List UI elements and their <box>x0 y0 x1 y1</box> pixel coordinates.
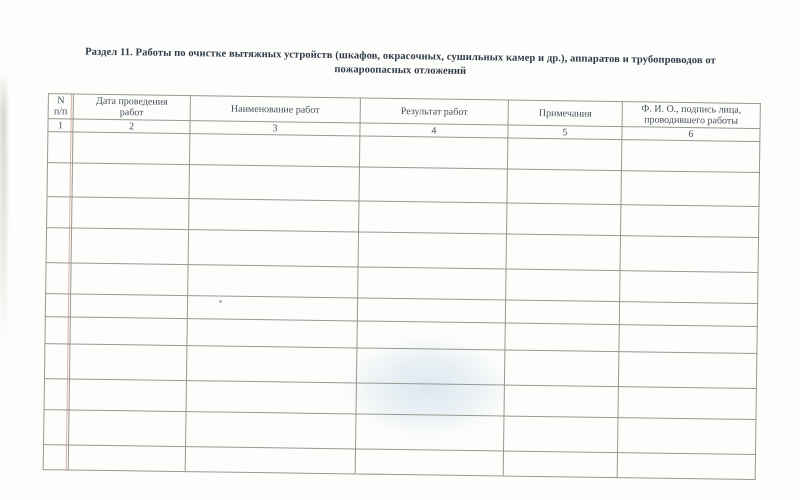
column-header-date: Дата проведения работ <box>73 94 190 121</box>
section-title-line-1: Раздел 11. Работы по очистке вытяжных устройств (шкафов, окрасочных, сушильных камер и др.), аппаратов и трубопроводов от <box>85 46 716 67</box>
empty-cell <box>189 134 359 167</box>
empty-cell <box>356 383 504 416</box>
empty-cell <box>358 232 506 269</box>
empty-cell <box>68 445 185 472</box>
empty-cell <box>621 140 759 173</box>
empty-cell <box>356 348 504 385</box>
column-number-5: 5 <box>508 125 622 140</box>
empty-cell <box>71 228 188 265</box>
column-header-notes: Примечания <box>508 100 622 127</box>
empty-cell <box>358 267 506 300</box>
empty-cell <box>187 319 357 348</box>
empty-cell <box>70 317 187 346</box>
scan-speck <box>219 300 222 303</box>
empty-cell <box>71 263 188 296</box>
empty-cell <box>185 447 355 474</box>
empty-cell <box>189 165 359 201</box>
column-header-npp: N п/п <box>48 94 73 119</box>
empty-cell <box>620 236 758 273</box>
empty-cell <box>621 171 759 207</box>
empty-cell <box>619 302 757 327</box>
section-title-line-2: пожароопасных отложений <box>334 64 467 77</box>
empty-cell <box>189 199 359 232</box>
empty-cell <box>72 132 189 165</box>
empty-cell <box>72 163 189 199</box>
empty-cell <box>618 387 756 420</box>
empty-cell <box>186 381 356 414</box>
empty-cell <box>72 197 189 230</box>
empty-cell <box>504 350 618 387</box>
empty-cell <box>359 136 507 169</box>
empty-cell <box>620 271 758 304</box>
column-header-result: Результат работ <box>360 98 508 125</box>
empty-cell <box>505 300 619 325</box>
empty-cell <box>355 449 503 476</box>
empty-cell <box>503 451 617 478</box>
empty-cell <box>617 453 755 480</box>
empty-cell <box>617 418 755 455</box>
empty-cell <box>506 269 620 302</box>
column-number-3: 3 <box>190 121 360 136</box>
empty-cell <box>621 205 759 238</box>
empty-cell <box>188 230 358 267</box>
table-body <box>43 132 760 480</box>
empty-cell <box>507 138 621 171</box>
empty-cell <box>357 321 505 350</box>
empty-cell <box>506 234 620 271</box>
column-header-work-name: Наименование работ <box>190 96 360 123</box>
empty-cell <box>618 352 756 389</box>
empty-cell <box>186 346 356 383</box>
empty-cell <box>69 379 186 412</box>
empty-cell <box>504 416 618 453</box>
column-number-6: 6 <box>622 127 760 142</box>
empty-cell <box>45 294 70 317</box>
empty-cell <box>69 410 186 447</box>
empty-cell <box>43 445 68 470</box>
empty-cell <box>359 167 507 203</box>
cleaning-works-log-table <box>43 93 761 480</box>
section-title <box>20 45 780 84</box>
empty-cell <box>188 265 358 298</box>
empty-cell <box>70 294 187 319</box>
empty-cell <box>505 323 619 352</box>
empty-cell <box>359 201 507 234</box>
empty-cell <box>504 385 618 418</box>
column-number-1: 1 <box>48 119 73 132</box>
empty-cell <box>186 412 356 449</box>
column-header-signature: Ф. И. О., подпись лица, проводившего работы <box>622 102 760 129</box>
empty-cell <box>507 203 621 236</box>
empty-cell <box>507 169 621 205</box>
empty-cell <box>619 325 757 354</box>
column-number-2: 2 <box>73 119 190 134</box>
column-number-4: 4 <box>360 123 508 138</box>
empty-cell <box>357 298 505 323</box>
empty-cell <box>187 296 357 321</box>
empty-cell <box>356 414 504 451</box>
empty-cell <box>69 344 186 381</box>
